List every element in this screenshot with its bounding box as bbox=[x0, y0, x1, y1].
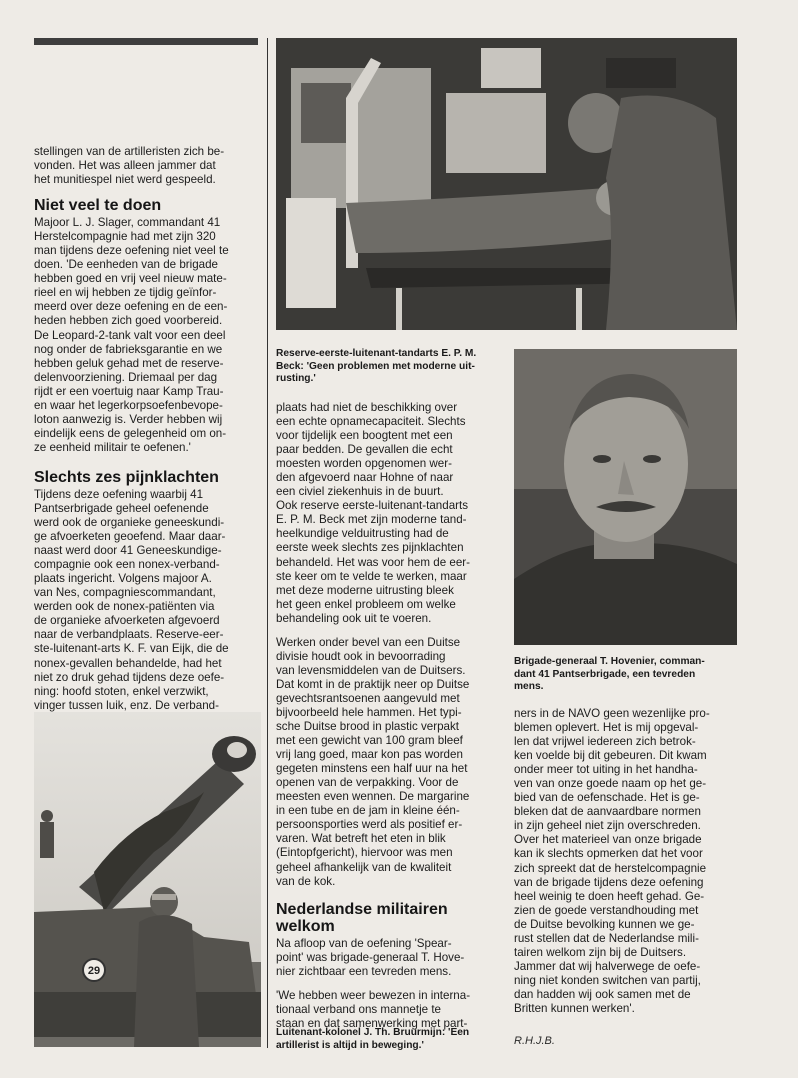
heading-niet-veel-te-doen: Niet veel te doen bbox=[34, 197, 162, 215]
paragraph-slager: Majoor L. J. Slager, commandant 41 Herstelcompagnie had met zijn 320 man tijdens deze oefening niet veel te doen. 'De eenheden van de brigade hebben goed en vrij veel nieuw mate- rieel en wij hebben ze tijdig geïnfor- meerd over deze oefening en de een- heden hebben zich goed voorbereid. De Leopard-2-tank valt voor een deel nog onder de fabrieksgarantie en we hebben geluk gehad met de reserve- delenvoorziening. Driemaal per dag rijdt er een voertuig naar Kamp Trau- en waar het legerkorpsoefenbevope- loton aanwezig is. Verder hebben wij eindelijk eens de gelegenheid om on- ze eenheid militair te oefenen.' bbox=[34, 216, 229, 454]
column-2 bbox=[276, 401, 508, 1041]
dentist-photo-graphic bbox=[276, 38, 737, 330]
heading-slechts-zes-pijnklachten: Slechts zes pijnklachten bbox=[34, 468, 219, 486]
dentist-caption: Reserve-eerste-luitenant-tandarts E. P. M. Beck: 'Geen problemen met moderne uit- rusting.' bbox=[276, 348, 477, 384]
general-portrait bbox=[514, 349, 737, 645]
column-1 bbox=[34, 145, 260, 723]
heading-nederlandse-militairen-welkom: Nederlandse militairen welkom bbox=[276, 900, 448, 935]
dentist-photo bbox=[276, 38, 737, 330]
column-top-bar bbox=[34, 38, 258, 45]
paragraph-afloop: Na afloop van de oefening 'Spear- point' was brigade-generaal T. Hove- nier zichtbaar een tevreden mens. bbox=[276, 936, 465, 978]
artillery-caption: Luitenant-kolonel J. Th. Bruurmijn: 'Een artillerist is altijd in beweging.' bbox=[276, 1027, 470, 1051]
general-caption: Brigade-generaal T. Hovenier, comman- dant 41 Pantserbrigade, een tevreden mens. bbox=[514, 656, 705, 692]
artillery-photo-graphic bbox=[34, 712, 261, 1047]
intro-paragraph: stellingen van de artilleristen zich be- vonden. Het was alleen jammer dat het munitiespel niet werd gespeeld. bbox=[34, 145, 225, 187]
paragraph-verbandplaats: plaats had niet de beschikking over een echte opnamecapaciteit. Slechts voor tijdelijk een boogtent met een paar bedden. De gevallen die echt moesten worden opgenomen wer- den afgevoerd naar Hohne of naar een civiel ziekenhuis in de buurt. Ook reserve eerste-luitenant-tandarts E. P. M. Beck met zijn moderne tand- heelkundige velduitrusting had de eerste week slechts zes pijnklachten behandeld. Het was voor hem de eer- ste keer om te velde te werken, maar met deze moderne uitrusting bleek het geen enkel probleem om welke behandeling ook uit te voeren. bbox=[276, 401, 470, 625]
paragraph-afvoerketen: Tijdens deze oefening waarbij 41 Pantserbrigade geheel oefenende werd ook de organieke geneeskundi- ge afvoerketen geoefend. Maar daar- naast werd door 41 Geneeskundige- compagnie ook een nonex-verband- plaats ingericht. Volgens majoor A. van Nes, compagniescommandant, werden ook de nonex-patiënten via de organieke afvoerketen afgevoerd naar de verbandplaats. Reserve-eer- ste-luitenant-arts K. F. van Eijk, die de nonex-gevallen behandelde, had het niet zo druk gehad tijdens deze oefe- ning: hoofd stoten, enkel verzwikt, vinger tussen luik, enz. De verband- bbox=[34, 487, 229, 712]
tank-number-label: 29 bbox=[87, 965, 101, 977]
paragraph-bewezen: 'We hebben weer bewezen in interna- tionaal verband ons mannetje te staan en dat samenwerking met part- bbox=[276, 988, 471, 1030]
artillery-photo bbox=[34, 712, 261, 1047]
column-divider-1 bbox=[267, 38, 268, 1048]
column-3 bbox=[514, 707, 740, 1026]
author-signature: R.H.J.B. bbox=[514, 1035, 555, 1047]
paragraph-navo: ners in de NAVO geen wezenlijke pro- blemen oplevert. Het is mij opgeval- len dat vrijwel iedereen zich betrok- ken voelde bij dit gebeuren. Dit kwam onder meer tot uiting in het handha- ven van onze goede naam op het ge- bied van de oefenschade. Het is ge- bleken dat de aanvaardbare normen in zijn geheel niet zijn overschreden. Over het materieel van onze brigade kan ik slechts opmerken dat het voor zich spreekt dat de herstelcompagnie van de brigade tijdens deze oefening heel weinig te doen heeft gehad. Ge- zien de goede verstandhouding met de Duitse bevolking kunnen we ge- rust stellen dat de Nederlandse mili- tairen welkom zijn bij de Duitsers. Jammer dat wij halverwege de oefe- ning niet konden switchen van partij, dan hadden wij ook samen met de Britten kunnen werken'. bbox=[514, 707, 710, 1015]
paragraph-bevoorrading: Werken onder bevel van een Duitse divisie houdt ook in bevoorrading van levensmiddelen van de Duitsers. Dat komt in de praktijk neer op Duitse gevechtsrantsoenen aangevuld met bijvoorbeeld hele hammen. Het typi- sche Duitse brood in plastic verpakt met een gewicht van 100 gram bleef vrij lang goed, maar kon pas worden gegeten minstens een half uur na het openen van de verpakking. Voor de meesten even wennen. De margarine in een tube en de jam in kleine één- persoonsporties werd als positief er- varen. Wat betreft het eten in blik (Eintopfgericht), hiervoor was men geheel afhankelijk van de kwaliteit van de kok. bbox=[276, 635, 470, 888]
show-through-text bbox=[560, 4, 567, 30]
general-portrait-graphic bbox=[514, 349, 737, 645]
